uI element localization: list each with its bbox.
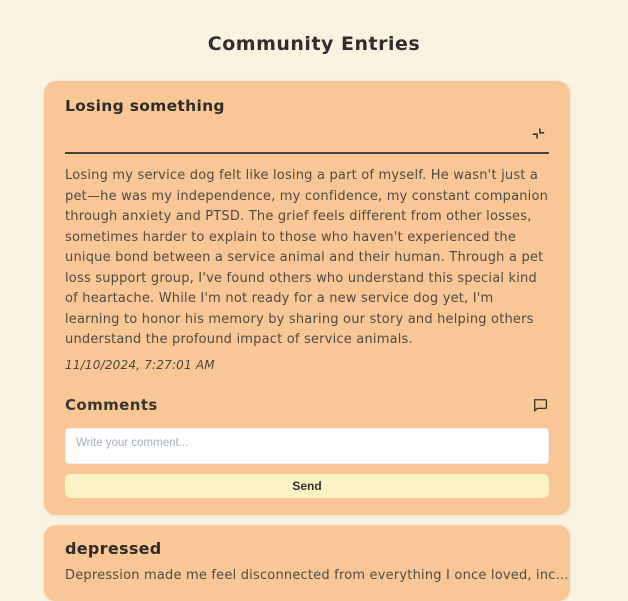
comment-input[interactable] [65,428,549,464]
entry-divider [65,152,549,154]
preview-entry-title: depressed [65,538,162,558]
entry-card-preview[interactable] [44,525,570,601]
comments-heading: Comments [65,395,158,414]
entry-body-text: Losing my service dog felt like losing a part of myself. He wasn't just a pet—he was my independence, my confidence, my constant companion through anxiety and PTSD. The grief feels different from other losses, sometimes harder to explain to those who haven't experienced the unique bond between a service animal and their human. Through a pet loss support group, I've found others who understand this special kind of heartache. While I'm not ready for a new service dog yet, I'm learning to honor his memory by sharing our story and helping others understand the profound impact of service animals. [65,168,549,347]
entry-toolbar [65,123,549,144]
page-title: Community Entries [207,33,421,55]
collapse-button[interactable] [528,123,549,144]
entry-title: Losing something [65,97,225,115]
comments-header [65,396,549,414]
send-button[interactable]: Send [65,474,549,498]
collapse-icon [530,130,547,145]
entry-timestamp: 11/10/2024, 7:27:01 AM [65,357,215,372]
preview-entry-text: Depression made me feel disconnected from everything I once loved, inc… [65,567,569,583]
entries-list [44,81,570,601]
entry-card-expanded [44,81,570,515]
speech-bubble-icon [531,396,549,414]
